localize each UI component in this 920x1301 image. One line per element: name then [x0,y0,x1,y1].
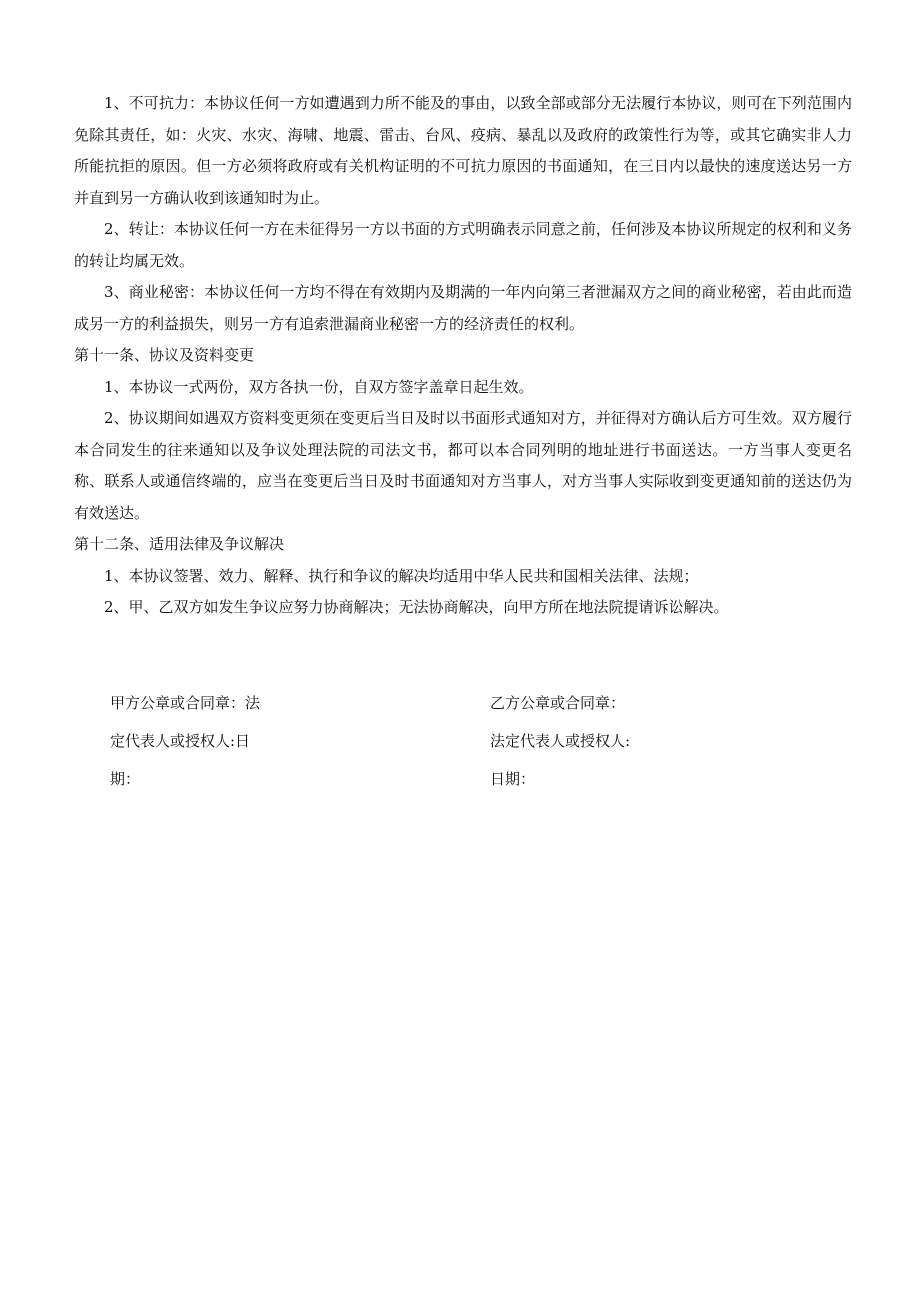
party-b-signature [490,684,850,798]
section-heading-11: 第十一条、协议及资料变更 [74,346,255,364]
clause-applicable-law: 1、本协议签署、效力、解释、执行和争议的解决均适用中华人民共和国相关法律、法规； [104,566,699,585]
clause-transfer: 2、转让：本协议任何一方在未征得另一方以书面的方式明确表示同意之前，任何涉及本协议所规定的权利和义务的转让均属无效。 [74,220,852,270]
party-b-line: 乙方公章或合同章： [490,694,626,712]
party-a-line: 定代表人或授权人:日 [110,732,251,750]
clause-copies: 1、本协议一式两份，双方各执一份，自双方签字盖章日起生效。 [104,377,534,396]
section-heading-12: 第十二条、适用法律及争议解决 [74,535,285,553]
signature-block [110,684,852,798]
clause-dispute-resolution: 2、甲、乙双方如发生争议应努力协商解决；无法协商解决，向甲方所在地法院提请诉讼解决。 [104,598,729,616]
clause-force-majeure: 1、不可抗力：本协议任何一方如遭遇到力所不能及的事由，以致全部或部分无法履行本协议，则可在下列范围内免除其责任，如：火灾、水灾、海啸、地震、雷击、台风、疫病、暴乱以及政府的政策性行为等，或其它确实非人力所能抗拒的原因。但一方必须将政府或有关机构证明的不可抗力原因的书面通知，在三日内以最快的速度送达另一方并直到另一方确认收到该通知时为止。 [74,94,852,207]
clause-data-change: 2、协议期间如遇双方资料变更须在变更后当日及时以书面形式通知对方，并征得对方确认后方可生效。双方履行本合同发生的往来通知以及争议处理法院的司法文书，都可以本合同列明的地址进行书面送达。一方当事人变更名称、联系人或通信终端的，应当在变更后当日及时书面通知对方当事人，对方当事人实际收到变更通知前的送达仍为有效送达。 [74,409,852,522]
document-body [74,88,852,624]
clause-trade-secret: 3、商业秘密：本协议任何一方均不得在有效期内及期满的一年内向第三者泄漏双方之间的商业秘密，若由此而造成另一方的利益损失，则另一方有追索泄漏商业秘密一方的经济责任的权利。 [74,283,852,333]
party-a-line: 期： [110,770,141,788]
party-a-line: 甲方公章或合同章：法 [110,694,261,712]
party-a-signature [110,684,280,798]
party-b-line: 法定代表人或授权人: [490,732,631,750]
party-b-line: 日期： [490,770,536,788]
